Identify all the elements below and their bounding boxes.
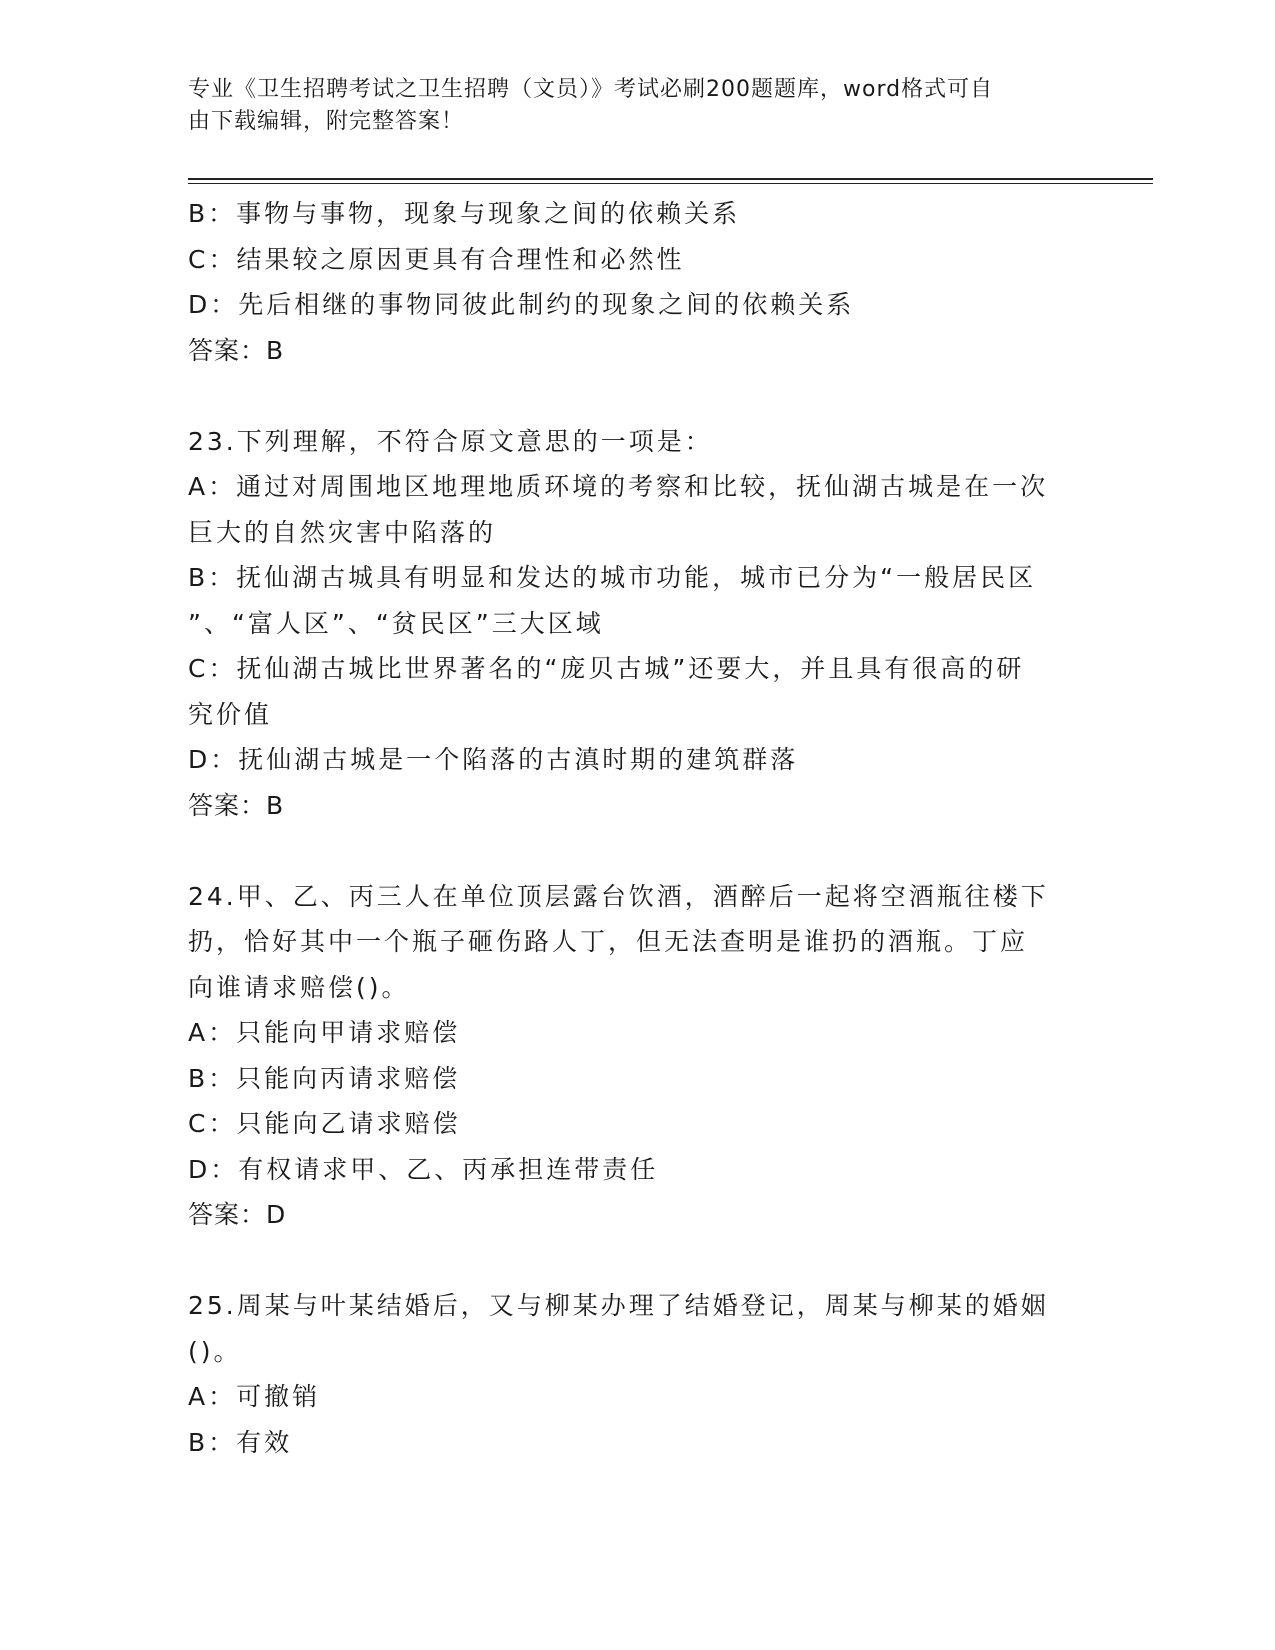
q24-option-d: D：有权请求甲、乙、丙承担连带责任 [188, 1154, 659, 1184]
q23-option-c-line-2: 究价值 [188, 699, 273, 729]
question-24 [188, 874, 1078, 1238]
q23-option-b-line-2: ”、“富人区”、“贫民区”三大区域 [188, 608, 604, 638]
header-rule-thick [188, 178, 1153, 180]
q23-option-c-line-1: C：抚仙湖古城比世界著名的“庞贝古城”还要大，并且具有很高的研 [188, 654, 1025, 683]
q22-option-c: C：结果较之原因更具有合理性和必然性 [188, 244, 685, 274]
q25-option-b: B：有效 [188, 1427, 293, 1457]
q23-option-a-line-2: 巨大的自然灾害中陷落的 [188, 517, 497, 547]
q25-question-line-2: ()。 [188, 1336, 242, 1366]
q24-option-a: A：只能向甲请求赔偿 [188, 1018, 461, 1047]
q24-answer: 答案：D [188, 1200, 287, 1229]
q24-option-b: B：只能向丙请求赔偿 [188, 1063, 461, 1093]
document-header [188, 74, 1078, 138]
question-25 [188, 1283, 1078, 1465]
q22-answer: 答案：B [188, 335, 285, 365]
spacer [188, 828, 1078, 874]
q22-option-b: B：事物与事物，现象与现象之间的依赖关系 [188, 199, 741, 228]
q24-question-line-3: 向谁请求赔偿()。 [188, 972, 410, 1002]
question-23 [188, 419, 1078, 829]
header-line-1: 专业《卫生招聘考试之卫生招聘（文员）》考试必刷200题题库，word格式可自 [188, 77, 994, 102]
header-rule-thin [188, 183, 1153, 184]
q24-option-c: C：只能向乙请求赔偿 [188, 1109, 461, 1138]
q23-question: 23.下列理解，不符合原文意思的一项是： [188, 426, 713, 456]
spacer [188, 1238, 1078, 1284]
q24-question-line-1: 24.甲、乙、丙三人在单位顶层露台饮酒，酒醉后一起将空酒瓶往楼下 [188, 881, 1049, 911]
q23-option-b-line-1: B：抚仙湖古城具有明显和发达的城市功能，城市已分为“一般居民区 [188, 563, 1037, 592]
q25-option-a: A：可撤销 [188, 1382, 321, 1411]
document-body [188, 191, 1078, 1465]
spacer [188, 373, 1078, 419]
q23-option-d: D：抚仙湖古城是一个陷落的古滇时期的建筑群落 [188, 745, 799, 774]
q23-answer: 答案：B [188, 790, 285, 820]
q22-option-d: D：先后相继的事物同彼此制约的现象之间的依赖关系 [188, 290, 855, 319]
question-22-tail [188, 191, 1078, 373]
q23-option-a-line-1: A：通过对周围地区地理地质环境的考察和比较，抚仙湖古城是在一次 [188, 472, 1049, 501]
q24-question-line-2: 扔，恰好其中一个瓶子砸伤路人丁，但无法查明是谁扔的酒瓶。丁应 [188, 927, 1029, 956]
header-line-2: 由下载编辑，附完整答案！ [188, 109, 465, 134]
q25-question-line-1: 25.周某与叶某结婚后，又与柳某办理了结婚登记，周某与柳某的婚姻 [188, 1291, 1049, 1320]
